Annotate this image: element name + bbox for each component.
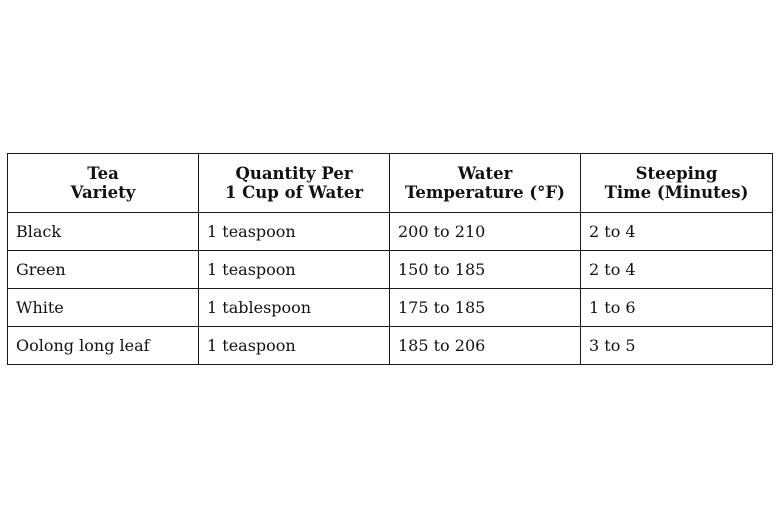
header-text-line: Water [457, 164, 513, 183]
header-tea-variety [8, 154, 199, 213]
cell-steeping-time: 1 to 6 [581, 289, 773, 327]
cell-water-temperature: 185 to 206 [390, 327, 581, 365]
header-text-line: Time (Minutes) [604, 183, 749, 202]
table-row [8, 251, 773, 289]
cell-tea-variety: White [8, 289, 199, 327]
cell-water-temperature: 200 to 210 [390, 213, 581, 251]
cell-water-temperature: 150 to 185 [390, 251, 581, 289]
header-water-temperature [390, 154, 581, 213]
cell-steeping-time: 2 to 4 [581, 251, 773, 289]
table-body [8, 213, 773, 365]
header-text-line: Quantity Per [235, 164, 353, 183]
cell-quantity: 1 tablespoon [199, 289, 390, 327]
tea-steeping-table-container [7, 153, 772, 365]
cell-tea-variety: Green [8, 251, 199, 289]
cell-tea-variety: Black [8, 213, 199, 251]
tea-steeping-table [7, 153, 773, 365]
cell-quantity: 1 teaspoon [199, 327, 390, 365]
cell-steeping-time: 2 to 4 [581, 213, 773, 251]
table-row [8, 289, 773, 327]
header-text-line: 1 Cup of Water [224, 183, 364, 202]
header-text-line: Steeping [635, 164, 718, 183]
cell-steeping-time: 3 to 5 [581, 327, 773, 365]
header-text-line: Variety [70, 183, 136, 202]
header-text-line: Tea [87, 164, 119, 183]
cell-quantity: 1 teaspoon [199, 213, 390, 251]
header-row [8, 154, 773, 213]
header-text-line: Temperature (°F) [405, 183, 565, 202]
cell-water-temperature: 175 to 185 [390, 289, 581, 327]
cell-quantity: 1 teaspoon [199, 251, 390, 289]
header-quantity [199, 154, 390, 213]
table-header [8, 154, 773, 213]
table-row [8, 327, 773, 365]
table-row [8, 213, 773, 251]
header-steeping-time [581, 154, 773, 213]
cell-tea-variety: Oolong long leaf [8, 327, 199, 365]
